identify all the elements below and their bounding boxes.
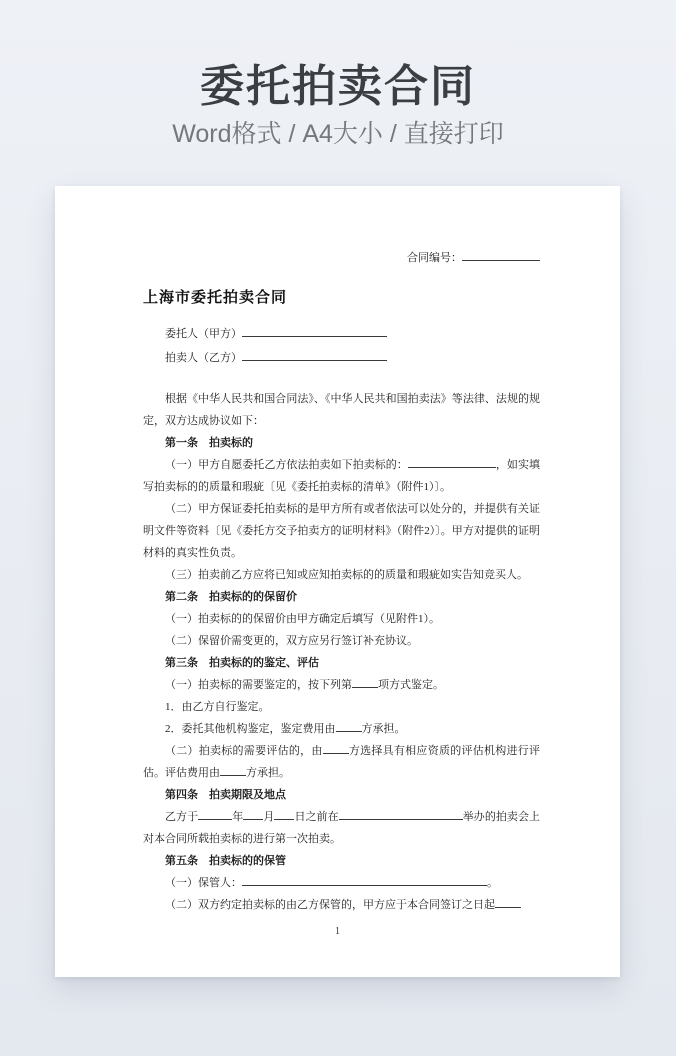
blank-line — [352, 675, 378, 688]
party-fields — [143, 322, 540, 370]
document-body — [143, 388, 540, 916]
blank-line — [198, 807, 232, 820]
blank-line — [242, 873, 487, 886]
blank-line — [323, 741, 349, 754]
text-run: 月 — [263, 811, 275, 823]
section-heading — [143, 432, 540, 454]
text-run: （二）双方约定拍卖标的由乙方保管的，甲方应于本合同签订之日起 — [165, 899, 495, 911]
section-heading — [143, 586, 540, 608]
text-run: 第五条 拍卖标的的保管 — [165, 855, 286, 867]
paragraph — [143, 696, 540, 718]
blank-line — [220, 763, 246, 776]
paragraph — [143, 806, 540, 850]
blank-line — [336, 719, 362, 732]
text-run: （一）拍卖标的的保留价由甲方确定后填写（见附件1）。 — [165, 613, 440, 625]
blank-line — [274, 807, 294, 820]
text-run: （二）甲方保证委托拍卖标的是甲方所有或者依法可以处分的，并提供有关证明文件等资料〔见《委托方交予拍卖方的证明材料》（附件2）〕。甲方对提供的证明材料的真实性负责。 — [143, 503, 540, 559]
contract-number-label: 合同编号： — [407, 252, 462, 264]
paragraph — [143, 498, 540, 564]
blank-line — [495, 895, 521, 908]
text-run: 年 — [232, 811, 244, 823]
document-title: 上海市委托拍卖合同 — [143, 289, 288, 306]
section-heading — [143, 784, 540, 806]
text-run: 2．委托其他机构鉴定，鉴定费用由 — [165, 723, 336, 735]
text-run: （三）拍卖前乙方应将已知或应知拍卖标的的质量和瑕疵如实告知竞买人。 — [165, 569, 528, 581]
preview-header — [0, 0, 676, 148]
text-run: （二）保留价需变更的，双方应另行签订补充协议。 — [165, 635, 418, 647]
text-run: 第四条 拍卖期限及地点 — [165, 789, 286, 801]
paragraph — [143, 388, 540, 432]
page-subtitle: Word格式 / A4大小 / 直接打印 — [172, 120, 504, 148]
text-run: 根据《中华人民共和国合同法》、《中华人民共和国拍卖法》等法律、法规的规定，双方达成协议如下： — [143, 393, 540, 427]
text-run: （一）保管人： — [165, 877, 242, 889]
text-run: （一）拍卖标的需要鉴定的，按下列第 — [165, 679, 352, 691]
text-run: 第三条 拍卖标的的鉴定、评估 — [165, 657, 319, 669]
field-line — [143, 346, 540, 370]
paragraph — [143, 630, 540, 652]
contract-number-blank — [462, 248, 540, 261]
field-line — [143, 322, 540, 346]
text-run: 日之前在 — [294, 811, 339, 823]
document-page — [55, 186, 620, 977]
blank-line — [408, 455, 496, 468]
page-number: 1 — [335, 926, 340, 937]
blank-line — [243, 807, 263, 820]
text-run: 委托人（甲方） — [165, 328, 242, 340]
text-run: 。 — [487, 877, 498, 889]
paragraph — [143, 454, 540, 498]
blank-line — [339, 807, 463, 820]
blank-line — [242, 324, 387, 337]
text-run: 方承担。 — [246, 767, 290, 779]
text-run: ，如实填写拍卖标的的质量和瑕疵〔见《委托拍卖标的清单》（附件1）〕。 — [143, 459, 541, 493]
contract-number-line — [143, 248, 540, 265]
paragraph — [143, 872, 540, 894]
document-page-content — [55, 186, 620, 977]
text-run: 项方式鉴定。 — [378, 679, 444, 691]
text-run: （一）甲方自愿委托乙方依法拍卖如下拍卖标的： — [165, 459, 408, 471]
text-run: 拍卖人（乙方） — [165, 352, 242, 364]
page-title: 委托拍卖合同 — [200, 62, 476, 111]
paragraph — [143, 674, 540, 696]
text-run: 方承担。 — [361, 723, 406, 735]
text-run: （二）拍卖标的需要评估的，由 — [165, 745, 323, 757]
text-run: 第二条 拍卖标的的保留价 — [165, 591, 297, 603]
blank-line — [242, 348, 387, 361]
paragraph — [143, 894, 540, 916]
paragraph — [143, 608, 540, 630]
paragraph — [143, 564, 540, 586]
paragraph — [143, 740, 540, 784]
text-run: 第一条 拍卖标的 — [165, 437, 253, 449]
text-run: 举办的拍卖会上对本合同所载拍卖标的进行第一次拍卖。 — [143, 811, 541, 845]
text-run: 1．由乙方自行鉴定。 — [165, 701, 270, 713]
text-run: 乙方于 — [165, 811, 199, 823]
paragraph — [143, 718, 540, 740]
section-heading — [143, 652, 540, 674]
section-heading — [143, 850, 540, 872]
text-run: 方选择具有相应资质的评估机构进行评估。评估费用由 — [143, 745, 541, 779]
